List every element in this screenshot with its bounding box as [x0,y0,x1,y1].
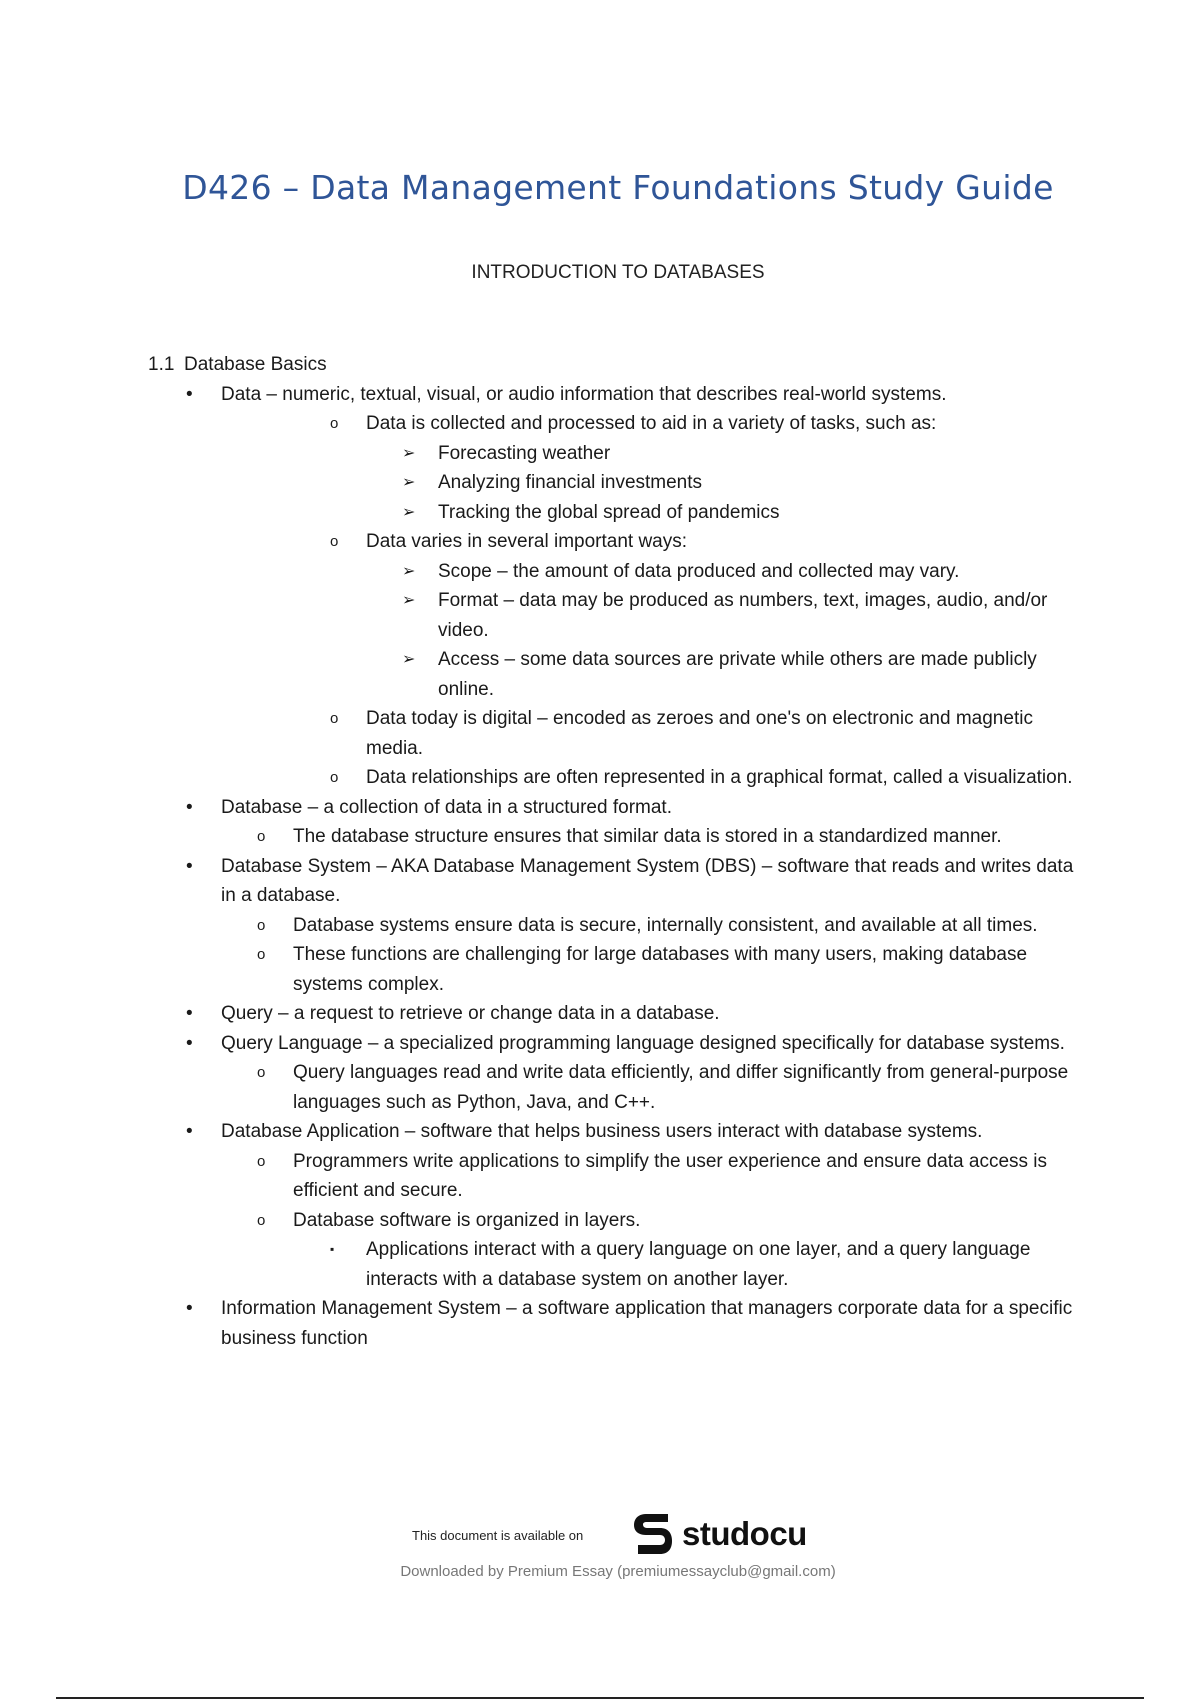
list-item [148,557,1088,587]
list-item-text: Data is collected and processed to aid in a variety of tasks, such as: [366,413,937,434]
list-item [148,439,1088,469]
studocu-wordmark: studocu [682,1515,807,1552]
list-item [148,380,1088,410]
list-item [148,1117,1088,1147]
document-title: D426 – Data Management Foundations Study Guide [182,168,1054,207]
bullet-marker: • [186,796,193,818]
bullet-list [148,380,1088,1354]
list-item-text: Data relationships are often represented in a graphical format, called a visualization. [366,767,1073,788]
subsection-heading [148,350,1088,380]
list-item-text: Access – some data sources are private while others are made publicly online. [438,649,1037,700]
list-item [148,1058,1088,1117]
list-item-text: Query languages read and write data efficiently, and differ significantly from general-purpose languages such as Python, Java, and C++. [293,1062,1069,1113]
list-item-text: Database Application – software that helps business users interact with database systems. [221,1121,983,1142]
arrow-marker: ➢ [402,444,416,462]
list-item [148,793,1088,823]
list-item [148,1294,1088,1353]
list-item [148,1147,1088,1206]
list-item [148,468,1088,498]
circle-marker: o [330,415,339,432]
page-divider [56,1697,1144,1699]
circle-marker: o [257,1152,266,1170]
subsection-title: Database Basics [184,354,327,375]
list-item-text: Database systems ensure data is secure, internally consistent, and available at all times. [293,914,1038,936]
list-item [148,999,1088,1029]
circle-marker: o [257,946,266,963]
list-item [148,763,1088,793]
bullet-marker: • [186,383,193,405]
list-item-text: Query – a request to retrieve or change data in a database. [221,1003,720,1024]
circle-marker: o [257,1064,266,1081]
list-item-text: Applications interact with a query language on one layer, and a query language interacts with a database system on another layer. [366,1239,1031,1290]
circle-marker: o [257,1211,266,1229]
list-item [148,1029,1088,1059]
studocu-logo[interactable] [630,1510,807,1558]
list-item [148,940,1088,999]
list-item-text: Data – numeric, textual, visual, or audio information that describes real-world systems. [221,383,947,405]
section-heading: INTRODUCTION TO DATABASES [471,262,765,283]
list-item [148,586,1088,645]
list-item [148,527,1088,557]
arrow-marker: ➢ [402,474,416,491]
list-item [148,852,1088,911]
list-item-text: Scope – the amount of data produced and collected may vary. [438,560,960,582]
list-item [148,645,1088,704]
circle-marker: o [330,710,339,727]
list-item [148,1235,1088,1294]
bullet-marker: • [186,1003,193,1024]
list-item-text: Database System – AKA Database Management System (DBS) – software that reads and writes data in a database. [221,855,1074,906]
list-item-text: Tracking the global spread of pandemics [438,501,780,523]
document-body [148,350,1088,1353]
studocu-s-icon [630,1510,676,1558]
list-item [148,498,1088,528]
arrow-marker: ➢ [402,503,416,521]
list-item [148,911,1088,941]
list-item [148,822,1088,852]
list-item-text: Database – a collection of data in a structured format. [221,796,672,818]
list-item-text: Forecasting weather [438,442,611,464]
circle-marker: o [330,769,339,786]
bullet-marker: • [186,1121,193,1142]
list-item [148,1206,1088,1236]
bullet-marker: • [186,855,193,877]
bullet-marker: • [186,1032,193,1054]
list-item-text: Query Language – a specialized programming language designed specifically for database systems. [221,1032,1065,1054]
list-item [148,409,1088,439]
arrow-marker: ➢ [402,592,416,609]
list-item-text: Database software is organized in layers. [293,1209,641,1231]
list-item-text: Data varies in several important ways: [366,531,688,552]
arrow-marker: ➢ [402,651,416,668]
circle-marker: o [257,828,266,845]
arrow-marker: ➢ [402,562,416,580]
list-item-text: These functions are challenging for large databases with many users, making database systems complex. [293,944,1028,995]
square-marker: ▪ [330,1242,335,1256]
list-item-text: Data today is digital – encoded as zeroes and one's on electronic and magnetic media. [366,708,1033,759]
subsection-number: 1.1 [148,354,175,375]
list-item-text: Information Management System – a software application that managers corporate data for a specific business function [221,1298,1073,1349]
circle-marker: o [330,533,339,550]
list-item-text: Analyzing financial investments [438,472,703,493]
circle-marker: o [257,916,266,934]
bullet-marker: • [186,1298,193,1319]
list-item-text: Programmers write applications to simplify the user experience and ensure data access is efficient and secure. [293,1150,1048,1201]
list-item [148,704,1088,763]
availability-note: This document is available on [412,1528,584,1543]
list-item-text: The database structure ensures that similar data is stored in a standardized manner. [293,826,1002,847]
download-note: Downloaded by Premium Essay (premiumessayclub@gmail.com) [400,1563,836,1580]
list-item-text: Format – data may be produced as numbers, text, images, audio, and/or video. [438,590,1048,641]
